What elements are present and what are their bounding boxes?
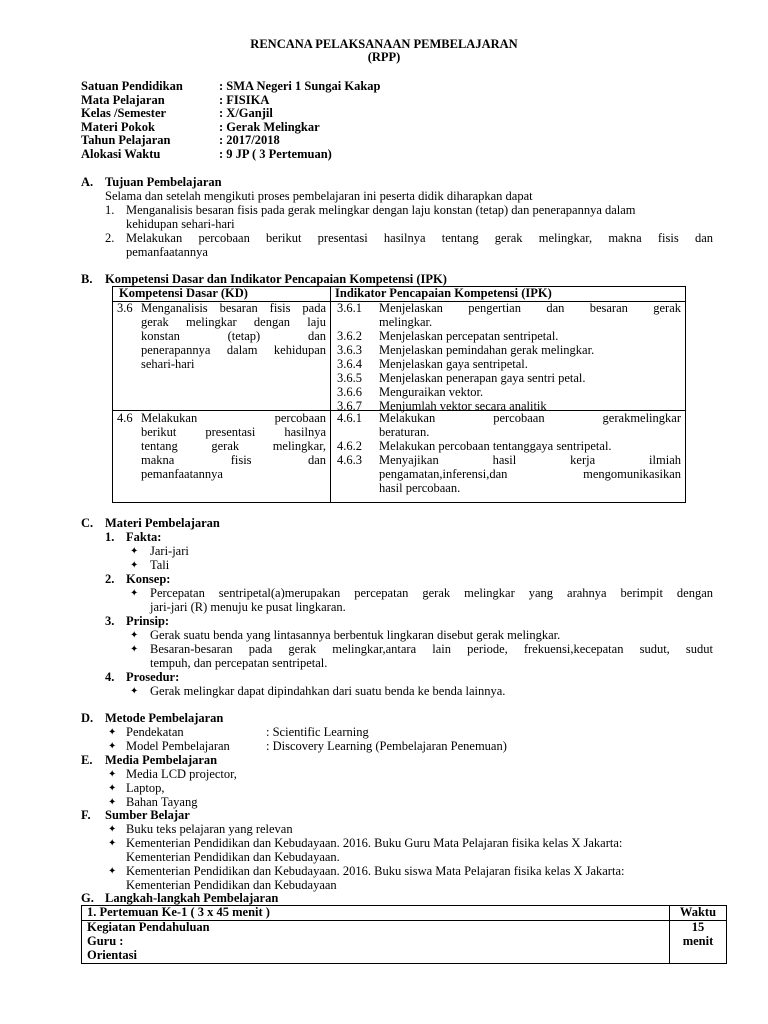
source-item: Kementerian Pendidikan dan Kebudayaan [126,878,337,892]
identity-label: Tahun Pelajaran [81,133,171,147]
ipk-cell [331,300,686,413]
kd-line: sehari-hari [141,356,195,371]
list-number: 1. [105,203,115,217]
section-b-title: Kompetensi Dasar dan Indikator Pencapaian Kompetensi (IPK) [105,272,447,286]
list-item-text: Melakukan percobaan berikut presentasi hasilnya tentang gerak melingkar, makna fisis dan [126,231,713,245]
kd-line: tentang gerak melingkar, [141,438,326,453]
section-b-letter: B. [81,272,93,286]
konsep-title: Konsep: [126,572,171,586]
section-c-title: Materi Pembelajaran [105,516,220,530]
identity-label: Materi Pokok [81,120,155,134]
source-item: Kementerian Pendidikan dan Kebudayaan. [126,850,340,864]
bullet-icon: ✦ [108,727,117,738]
section-c-letter: C. [81,516,94,530]
kd-line: Menganalisis besaran fisis pada [141,300,326,315]
section-a-letter: A. [81,175,94,189]
bullet-text: Gerak melingkar dapat dipindahkan dari suatu benda ke benda lainnya. [150,684,506,698]
ipk-number: 3.6.2 [337,328,362,343]
ipk-number: 3.6.1 [337,300,362,315]
kd-number: 3.6 [117,300,133,315]
ipk-number: 4.6.2 [337,438,362,453]
ipk-text: hasil percobaan. [379,480,461,495]
media-item: Laptop, [126,781,165,795]
section-g-letter: G. [81,891,94,905]
identity-value: : 9 JP ( 3 Pertemuan) [219,147,332,161]
doc-title: RENCANA PELAKSANAAN PEMBELAJARAN [250,37,518,51]
identity-label: Mata Pelajaran [81,93,165,107]
media-item: Bahan Tayang [126,795,198,809]
bullet-text: Jari-jari [150,544,189,558]
activity-label: Guru : [87,934,124,948]
bullet-icon: ✦ [130,644,139,655]
bullet-text: Gerak suatu benda yang lintasannya berbentuk lingkaran disebut gerak melingkar. [150,628,561,642]
bullet-icon: ✦ [130,630,139,641]
kd-line: pemanfaatannya [141,466,223,481]
ipk-text: melingkar. [379,314,433,329]
ipk-text: Melakukan percobaan tentanggaya sentripetal. [379,438,612,453]
activity-cell [82,921,670,964]
bullet-text: jari-jari (R) menuju ke pusat lingkaran. [150,600,346,614]
section-f-letter: F. [81,808,91,822]
bullet-icon: ✦ [130,588,139,599]
time-unit: menit [682,934,714,948]
section-f-title: Sumber Belajar [105,808,190,822]
identity-value: : X/Ganjil [219,106,273,120]
ipk-text: Menjelaskan pemindahan gerak melingkar. [379,342,595,357]
identity-value: : 2017/2018 [219,133,280,147]
bullet-text: tempuh, dan percepatan sentripetal. [150,656,328,670]
kd-ipk-table [112,286,686,503]
list-number: 1. [105,530,115,544]
section-a-title: Tujuan Pembelajaran [105,175,222,189]
bullet-icon: ✦ [108,824,117,835]
source-item: Kementerian Pendidikan dan Kebudayaan. 2016. Buku siswa Mata Pelajaran fisika kelas X Jakarta: [126,864,625,878]
activity-label: Orientasi [87,948,137,962]
source-item: Kementerian Pendidikan dan Kebudayaan. 2016. Buku Guru Mata Pelajaran fisika kelas X Jakarta: [126,836,623,850]
bullet-text: Besaran-besaran pada gerak melingkar,antara lain periode, frekuensi,kecepatan sudut, sudut [150,642,713,656]
media-item: Media LCD projector, [126,767,237,781]
list-number: 3. [105,614,115,628]
waktu-header: Waktu [670,906,727,921]
table-header-ipk: Indikator Pencapaian Kompetensi (IPK) [331,287,686,302]
time-value: 15 [691,920,705,934]
identity-label: Satuan Pendidikan [81,79,183,93]
ipk-text: Menjelaskan percepatan sentripetal. [379,328,559,343]
identity-value: : FISIKA [219,93,270,107]
section-a-intro: Selama dan setelah mengikuti proses pembelajaran ini peserta didik diharapkan dapat [105,189,533,203]
bullet-text: Tali [150,558,170,572]
method-value: : Discovery Learning (Pembelajaran Penemuan) [266,739,507,753]
ipk-text: Menjelaskan pengertian dan besaran gerak [379,300,681,315]
identity-value: : Gerak Melingkar [219,120,320,134]
section-e-title: Media Pembelajaran [105,753,218,767]
bullet-icon: ✦ [108,797,117,808]
ipk-number: 3.6.5 [337,370,362,385]
identity-label: Alokasi Waktu [81,147,161,161]
time-cell [670,921,727,964]
list-number: 2. [105,231,115,245]
list-number: 4. [105,670,115,684]
identity-value: : SMA Negeri 1 Sungai Kakap [219,79,381,93]
ipk-number: 4.6.1 [337,410,362,425]
method-value: : Scientific Learning [266,725,369,739]
kd-line: konstan (tetap) dan [141,328,326,343]
identity-label: Kelas /Semester [81,106,167,120]
bullet-icon: ✦ [108,866,117,877]
ipk-text: pengamatan,inferensi,dan mengomunikasikan [379,466,681,481]
bullet-icon: ✦ [130,546,139,557]
kd-line: penerapannya dalam kehidupan [141,342,326,357]
bullet-icon: ✦ [130,686,139,697]
doc-subtitle: (RPP) [367,50,401,64]
kd-number: 4.6 [117,410,133,425]
section-d-letter: D. [81,711,94,725]
ipk-text: Menyajikan hasil kerja ilmiah [379,452,681,467]
ipk-cell [331,410,686,502]
list-item-text: kehidupan sehari-hari [126,217,235,231]
kd-line: Melakukan percobaan [141,410,326,425]
ipk-number: 3.6.7 [337,398,362,413]
list-item-text: Menganalisis besaran fisis pada gerak melingkar dengan laju konstan (tetap) dan penerapannya dalam [126,203,636,217]
steps-table [81,905,727,964]
section-d-title: Metode Pembelajaran [105,711,224,725]
kd-cell [113,410,331,502]
section-e-letter: E. [81,753,93,767]
bullet-icon: ✦ [108,783,117,794]
table-header-kd: Kompetensi Dasar (KD) [113,287,331,302]
prosedur-title: Prosedur: [126,670,180,684]
list-item-text: pemanfaatannya [126,245,208,259]
kd-cell [113,301,331,410]
ipk-text: Melakukan percobaan gerakmelingkar [379,410,681,425]
kd-line: berikut presentasi hasilnya [141,424,326,439]
method-label: Pendekatan [126,725,184,739]
ipk-number: 3.6.3 [337,342,362,357]
bullet-text: Percepatan sentripetal(a)merupakan percepatan gerak melingkar yang arahnya berimpit dengan [150,586,713,600]
kd-line: gerak melingkar dengan laju [141,314,326,329]
ipk-text: Menjelaskan penerapan gaya sentri petal. [379,370,586,385]
ipk-text: Menjelaskan gaya sentripetal. [379,356,528,371]
ipk-text: Menjumlah vektor secara analitik [379,398,547,413]
ipk-text: Menguraikan vektor. [379,384,484,399]
ipk-number: 3.6.4 [337,356,362,371]
bullet-icon: ✦ [108,838,117,849]
meeting-header: 1. Pertemuan Ke-1 ( 3 x 45 menit ) [82,906,670,921]
source-item: Buku teks pelajaran yang relevan [126,822,293,836]
section-g-title: Langkah-langkah Pembelajaran [105,891,279,905]
fakta-title: Fakta: [126,530,162,544]
activity-label: Kegiatan Pendahuluan [87,920,210,934]
bullet-icon: ✦ [108,769,117,780]
kd-line: makna fisis dan [141,452,326,467]
ipk-text: beraturan. [379,424,430,439]
list-number: 2. [105,572,115,586]
bullet-icon: ✦ [108,741,117,752]
ipk-number: 4.6.3 [337,452,362,467]
prinsip-title: Prinsip: [126,614,170,628]
bullet-icon: ✦ [130,560,139,571]
ipk-number: 3.6.6 [337,384,362,399]
method-label: Model Pembelajaran [126,739,230,753]
